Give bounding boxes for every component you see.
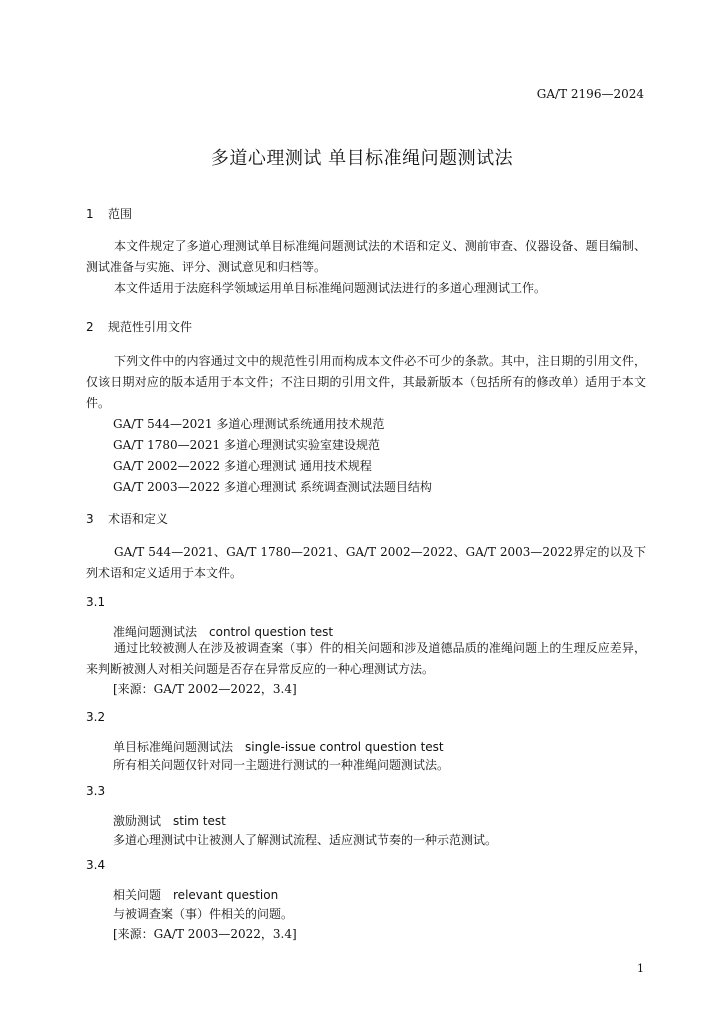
reference-item: GA/T 1780—2021 多道心理测试实验室建设规范 <box>113 438 381 452</box>
term-zh: 相关问题 <box>113 888 162 902</box>
section-heading-2 <box>86 318 192 335</box>
term-heading <box>113 738 444 755</box>
term-zh: 单目标准绳问题测试法 <box>113 740 234 754</box>
term-en: control question test <box>209 625 334 639</box>
reference-item: GA/T 544—2021 多道心理测试系统通用技术规范 <box>113 417 385 431</box>
reference-item: GA/T 2003—2022 多道心理测试 系统调查测试法题目结构 <box>113 480 432 494</box>
term-heading <box>113 886 278 903</box>
paragraph: 下列文件中的内容通过文中的规范性引用而构成本文件必不可少的条款。其中，注日期的引用文件，仅该日期对应的版本适用于本文件；不注日期的引用文件，其最新版本（包括所有的修改单）适用于本文件。 <box>86 354 646 410</box>
term-definition: 与被调查案（事）件相关的问题。 <box>113 907 294 921</box>
paragraph: GA/T 544—2021、GA/T 1780—2021、GA/T 2002—2022、GA/T 2003—2022界定的以及下列术语和定义适用于本文件。 <box>86 545 646 580</box>
term-source: [来源：GA/T 2002—2022，3.4] <box>113 682 297 696</box>
section-heading-3 <box>86 510 168 527</box>
term-en: single-issue control question test <box>245 740 444 754</box>
reference-item: GA/T 2002—2022 多道心理测试 通用技术规程 <box>113 459 372 473</box>
term-definition: 多道心理测试中让被测人了解测试流程、适应测试节奏的一种示范测试。 <box>113 833 498 847</box>
term-number: 3.1 <box>86 595 106 609</box>
page-title: 多道心理测试 单目标准绳问题测试法 <box>210 148 514 169</box>
term-heading <box>113 812 226 829</box>
term-definition: 所有相关问题仅针对同一主题进行测试的一种准绳问题测试法。 <box>113 758 450 772</box>
term-source: [来源：GA/T 2003—2022，3.4] <box>113 927 297 941</box>
term-en: relevant question <box>173 888 279 902</box>
page-number: 1 <box>637 962 644 975</box>
term-number: 3.2 <box>86 710 106 724</box>
term-zh: 激励测试 <box>113 814 162 828</box>
section-title: 规范性引用文件 <box>108 320 193 334</box>
term-number: 3.3 <box>86 784 106 798</box>
standard-number: GA/T 2196—2024 <box>536 87 644 101</box>
term-zh: 准绳问题测试法 <box>113 625 198 639</box>
paragraph: 本文件适用于法庭科学领域运用单目标准绳问题测试法进行的多道心理测试工作。 <box>114 281 547 295</box>
section-title: 术语和定义 <box>108 512 169 526</box>
term-number: 3.4 <box>86 858 106 872</box>
section-heading-1 <box>86 205 132 222</box>
section-title: 范围 <box>108 207 133 221</box>
section-number: 2 <box>86 320 94 334</box>
paragraph: 本文件规定了多道心理测试单目标准绳问题测试法的术语和定义、测前审查、仪器设备、题目编制、测试准备与实施、评分、测试意见和归档等。 <box>86 239 646 274</box>
section-number: 1 <box>86 207 94 221</box>
section-number: 3 <box>86 512 94 526</box>
term-en: stim test <box>173 814 226 828</box>
term-definition: 通过比较被测人在涉及被调查案（事）件的相关问题和涉及道德品质的准绳问题上的生理反应差异，来判断被测人对相关问题是否存在异常反应的一种心理测试方法。 <box>86 641 646 676</box>
